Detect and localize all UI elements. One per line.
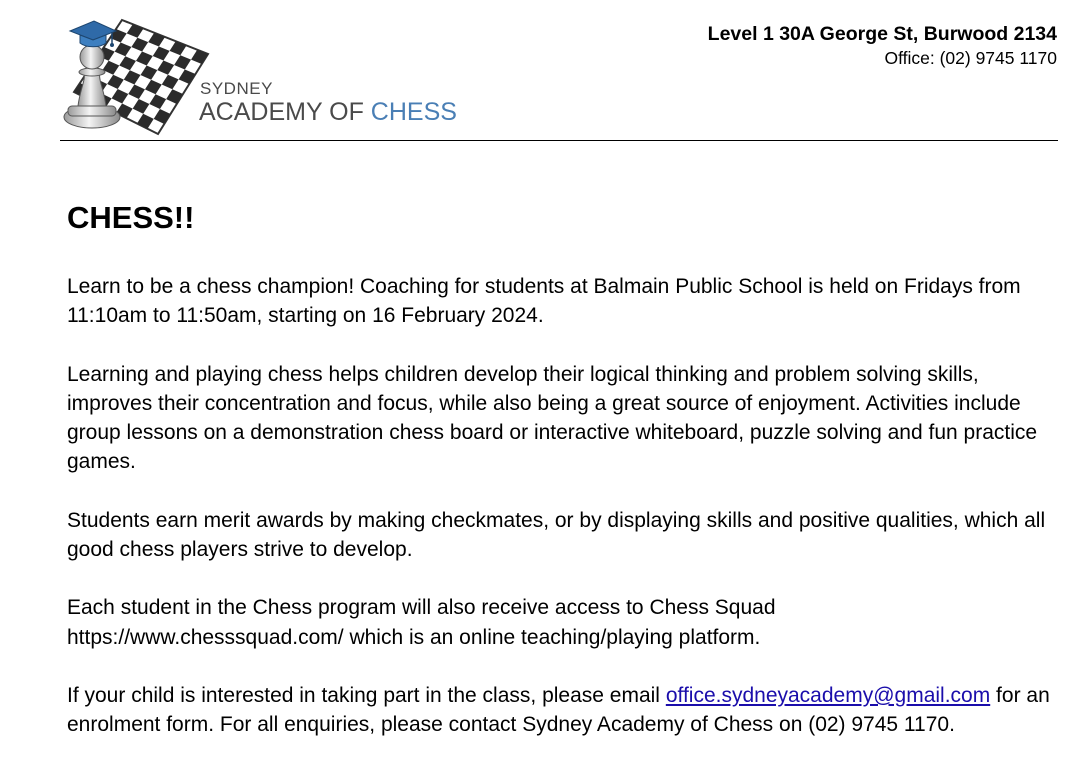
- paragraph-intro: Learn to be a chess champion! Coaching for students at Balmain Public School is held on Fridays from 11:10am to 11:50am, starting on 16 February 2024.: [67, 275, 1021, 328]
- paragraph-benefits: Learning and playing chess helps children develop their logical thinking and problem solving skills, improves their concentration and focus, while also being a great source of enjoyment. Activities include group lessons on a demonstration chess board or interactive whiteboard, puzzle solving and fun practice games.: [67, 362, 1038, 474]
- email-link[interactable]: office.sydneyacademy@gmail.com: [665, 683, 991, 707]
- page-title: CHESS!!: [67, 200, 195, 235]
- enrolment-text-start: If your child is interested in taking part in the class, please email: [67, 683, 666, 707]
- logo-text-academy: [199, 100, 457, 125]
- logo-text-chess: CHESS: [370, 98, 457, 126]
- contact-block: [708, 22, 1057, 70]
- enrolment-text-end: for an enrolment form. For all enquiries, please contact Sydney Academy of Chess on (02) 9745 1170.: [67, 683, 1050, 737]
- logo-text-sydney: SYDNEY: [200, 79, 273, 98]
- letterhead: [0, 0, 1080, 142]
- paragraph-enrolment: [67, 681, 1057, 740]
- logo: [60, 14, 460, 136]
- header-divider: [60, 140, 1058, 141]
- paragraph-awards: Students earn merit awards by making checkmates, or by displaying skills and positive qualities, which all good chess players strive to develop.: [67, 508, 1046, 562]
- office-phone: Office: (02) 9745 1170: [884, 48, 1057, 68]
- address-line: Level 1 30A George St, Burwood 2134: [707, 23, 1057, 45]
- chessboard-icon: [60, 14, 210, 136]
- logo-text-academy-of: ACADEMY OF: [199, 98, 364, 126]
- paragraph-chess-squad: Each student in the Chess program will also receive access to Chess Squad https://www.chesssquad.com/ which is an online teaching/playing platform.: [67, 596, 776, 649]
- document-body: [67, 198, 1057, 740]
